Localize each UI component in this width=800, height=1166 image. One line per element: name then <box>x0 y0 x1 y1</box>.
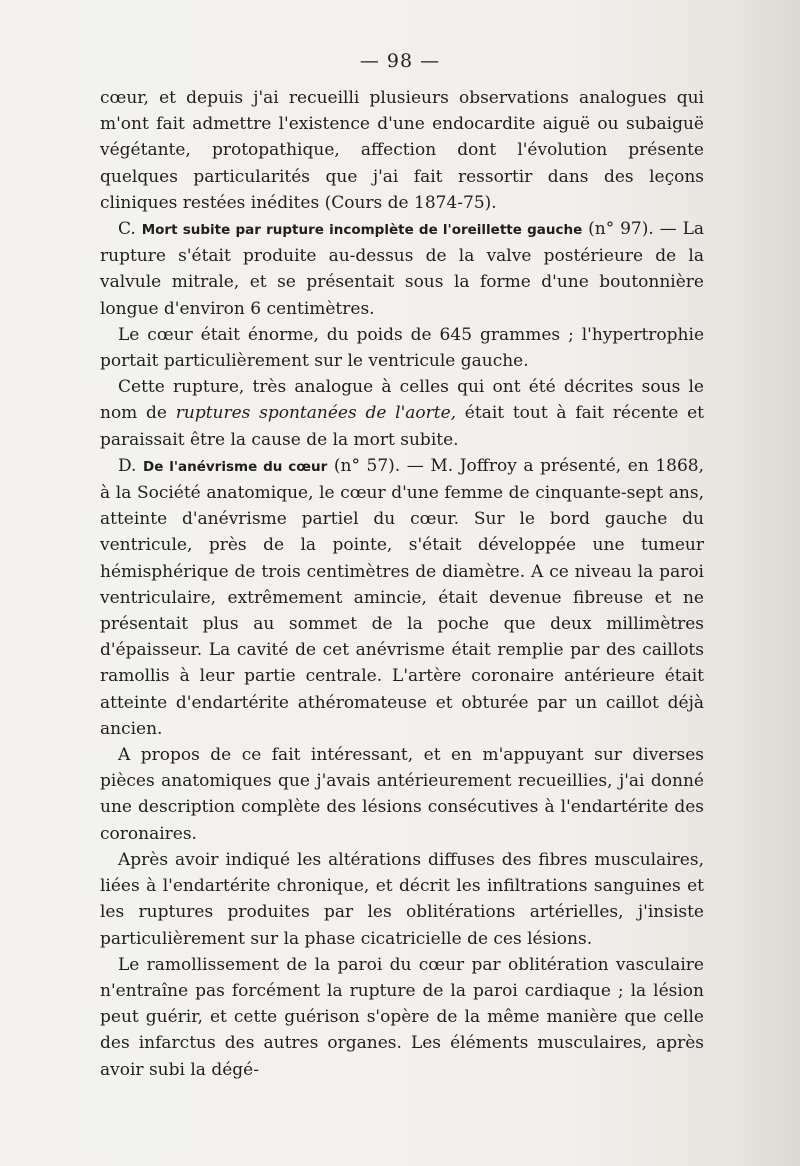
section-d-title: De l'anévrisme du cœur <box>143 458 328 475</box>
rupture-text-before: Cette rupture, très analogue à celles qui ont été décrites sous le nom de <box>100 377 704 424</box>
section-c-title: Mort subite par rupture incomplète de l'oreillette gauche <box>141 222 583 239</box>
paragraph-apres: Après avoir indiqué les altérations diffuses des fibres musculaires, liées à l'endartérite chronique, et décrit les infiltrations sanguines et les ruptures produites par les oblitérations artérielles, j'insiste particulièrement sur la phase cicatricielle de ces lésions. <box>100 849 704 949</box>
section-d-text: M. Joffroy a présenté, en 1868, à la Société anatomique, le cœur d'une femme de cinquante-sept ans, atteinte d'anévrisme partiel du cœur. Sur le bord gauche du ventricule, près de la pointe, s'était développée une tumeur hémisphérique de trois centimètres de diamètre. A ce niveau la paroi ventriculaire, extrêmement amincie, était devenue fibreuse et ne présentait plus au sommet de la poche que deux millimètres d'épaisseur. La cavité de cet anévrisme était remplie par des caillots ramollis à leur partie centrale. L'artère coronaire antérieure était atteinte d'endartérite athéromateuse et obturée par un caillot déjà ancien. <box>100 455 705 739</box>
section-d-letter: D. <box>118 455 137 476</box>
paragraph-propos: A propos de ce fait intéressant, et en m'appuyant sur diverses pièces anatomiques que j'avais antérieurement recueillies, j'ai donné une description complète des lésions consécutives à l'endartérite des coronaires. <box>100 745 704 844</box>
paragraph-intro: cœur, et depuis j'ai recueilli plusieurs observations analogues qui m'ont fait admettre l'existence d'une endocardite aiguë ou subaiguë végétante, protopathique, affection dont l'évolution présente quelques particularités que j'ai fait ressortir dans des leçons cliniques restées inédites (Cours de 1874-75). <box>100 88 704 213</box>
section-c-ref: (n° 97). — <box>588 219 677 240</box>
page-number: — 98 — <box>359 50 441 72</box>
section-c-letter: C. <box>118 219 136 240</box>
paragraph-rupture <box>100 374 704 453</box>
rupture-text-after: était tout à fait récente et paraissait être la cause de la mort subite. <box>100 403 705 450</box>
rupture-italic: ruptures spontanées de l'aorte, <box>175 403 457 424</box>
paragraph-coeur: Le cœur était énorme, du poids de 645 grammes ; l'hypertrophie portait particulièrement sur le ventricule gauche. <box>100 324 704 372</box>
section-c-text: La rupture s'était produite au-dessus de la valve postérieure de la valvule mitrale, et se présentait sous la forme d'une boutonnière longue d'environ 6 centimètres. <box>100 219 705 319</box>
section-c <box>100 216 704 322</box>
section-d <box>100 453 704 742</box>
page-body <box>100 85 704 1083</box>
section-d-ref: (n° 57). — <box>333 455 424 476</box>
paragraph-ramollissement: Le ramollissement de la paroi du cœur par oblitération vasculaire n'entraîne pas forcément la rupture de la paroi cardiaque ; la lésion peut guérir, et cette guérison s'opère de la même manière que celle des infarctus des autres organes. Les éléments musculaires, après avoir subi la dégé- <box>100 954 704 1080</box>
